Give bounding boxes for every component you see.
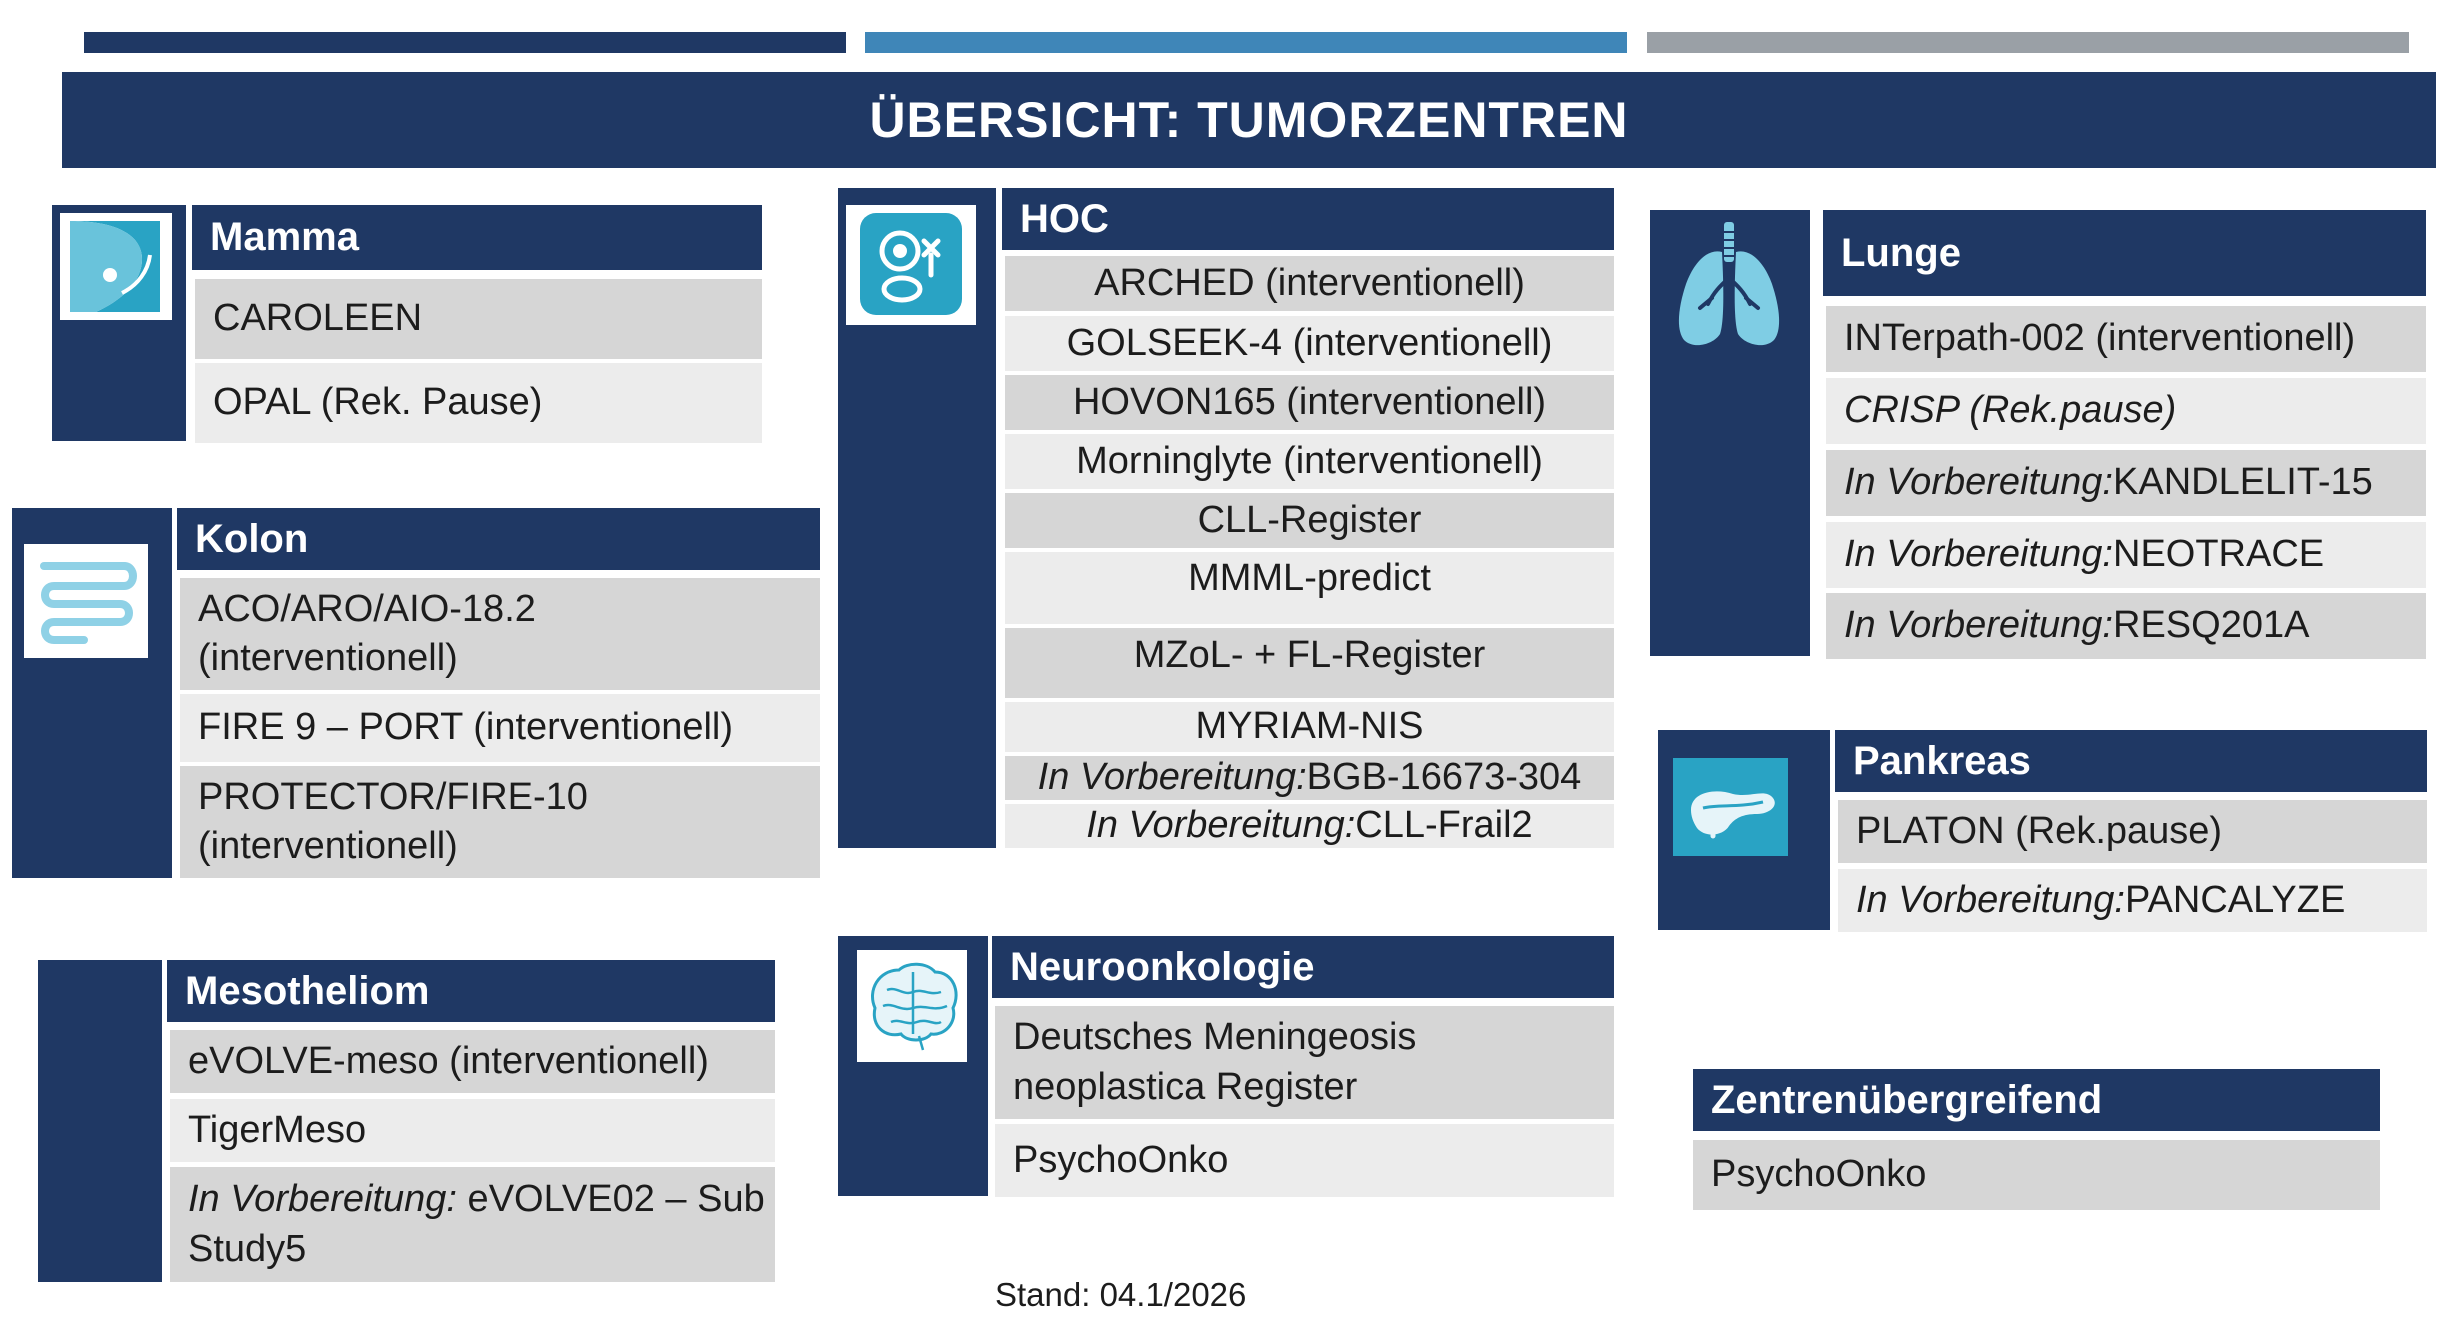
list-item: MYRIAM-NIS <box>1005 702 1614 752</box>
list-item <box>995 1006 1614 1119</box>
kolon-heading: Kolon <box>177 508 820 570</box>
list-item: PLATON (Rek.pause) <box>1838 800 2427 863</box>
zentren-heading: Zentrenübergreifend <box>1693 1069 2380 1131</box>
list-item <box>1826 593 2426 659</box>
list-item-line: ACO/ARO/AIO-18.2 <box>198 587 536 630</box>
list-item-line: neoplastica Register <box>1013 1065 1358 1108</box>
list-item: GOLSEEK-4 (interventionell) <box>1005 316 1614 371</box>
list-item: CLL-Register <box>1005 493 1614 548</box>
list-item: FIRE 9 – PORT (interventionell) <box>180 694 820 762</box>
status-prefix: In Vorbereitung: <box>1037 756 1307 799</box>
list-item: ARCHED (interventionell) <box>1005 256 1614 311</box>
list-item: MZoL- + FL-Register <box>1005 628 1614 698</box>
list-item-text: KANDLELIT-15 <box>2113 461 2373 504</box>
intestine-icon <box>24 544 148 658</box>
list-item <box>180 578 820 690</box>
blood-cells-icon <box>846 205 976 325</box>
hoc-heading: HOC <box>1002 188 1614 250</box>
hoc-icon-box <box>846 205 976 325</box>
neuro-icon-box <box>857 950 967 1062</box>
stand-date: Stand: 04.1/2026 <box>995 1276 1247 1313</box>
list-item: CAROLEEN <box>195 279 762 359</box>
status-prefix: In Vorbereitung: <box>1856 878 2125 921</box>
lunge-heading: Lunge <box>1823 210 2426 296</box>
pankreas-heading: Pankreas <box>1835 730 2427 792</box>
list-item-text: NEOTRACE <box>2113 533 2325 576</box>
list-item-line: Deutsches Meningeosis <box>1013 1016 1417 1059</box>
list-item-text: CRISP (Rek.pause) <box>1844 389 2177 432</box>
accent-bar-gray <box>1647 32 2409 53</box>
breast-icon <box>60 213 172 320</box>
status-prefix: In Vorbereitung: <box>1844 533 2113 576</box>
mesotheliom-heading: Mesotheliom <box>167 960 775 1022</box>
list-item: TigerMeso <box>170 1099 775 1162</box>
list-item: eVOLVE-meso (interventionell) <box>170 1030 775 1093</box>
page-title: ÜBERSICHT: TUMORZENTREN <box>62 72 2436 168</box>
list-item-text: BGB-16673-304 <box>1306 756 1582 799</box>
list-item: PsychoOnko <box>1693 1140 2380 1210</box>
list-item <box>1005 756 1614 800</box>
list-item-text: CLL-Frail2 <box>1355 804 1533 847</box>
list-item-text: MMML-predict <box>1188 557 1431 599</box>
lungs-icon <box>1660 212 1798 362</box>
list-item <box>1005 552 1614 624</box>
list-item-line: (interventionell) <box>198 825 458 867</box>
brain-icon <box>857 950 967 1062</box>
list-item-line: Study5 <box>188 1227 307 1270</box>
accent-bar-blue <box>865 32 1627 53</box>
mamma-icon-box <box>60 213 172 320</box>
list-item: INTerpath-002 (interventionell) <box>1826 306 2426 372</box>
list-item <box>1005 804 1614 848</box>
list-item-line: PROTECTOR/FIRE-10 <box>198 775 588 818</box>
list-item: Morninglyte (interventionell) <box>1005 434 1614 489</box>
mamma-heading: Mamma <box>192 205 762 270</box>
list-item <box>1826 522 2426 588</box>
kolon-icon-box <box>24 544 148 658</box>
pankreas-icon-box <box>1673 758 1788 856</box>
list-item-text: RESQ201A <box>2113 604 2310 647</box>
list-item: OPAL (Rek. Pause) <box>195 363 762 443</box>
neuro-heading: Neuroonkologie <box>992 936 1614 998</box>
list-item-text: PANCALYZE <box>2125 878 2346 921</box>
mesotheliom-sidebar <box>38 960 162 1282</box>
list-item <box>1826 378 2426 444</box>
pancreas-icon <box>1673 758 1788 856</box>
status-prefix: In Vorbereitung: <box>1086 804 1356 847</box>
lunge-icon-box <box>1660 212 1798 362</box>
list-item-text: eVOLVE02 – Sub <box>457 1178 765 1221</box>
list-item-line: (interventionell) <box>198 637 458 679</box>
status-prefix: In Vorbereitung: <box>1844 461 2113 504</box>
status-prefix: In Vorbereitung: <box>1844 604 2113 647</box>
list-item <box>180 766 820 878</box>
status-prefix: In Vorbereitung: <box>188 1178 457 1221</box>
list-item <box>1826 450 2426 516</box>
list-item: PsychoOnko <box>995 1124 1614 1197</box>
list-item <box>170 1167 775 1282</box>
accent-bar-navy <box>84 32 846 53</box>
list-item: HOVON165 (interventionell) <box>1005 375 1614 430</box>
list-item <box>1838 869 2427 932</box>
